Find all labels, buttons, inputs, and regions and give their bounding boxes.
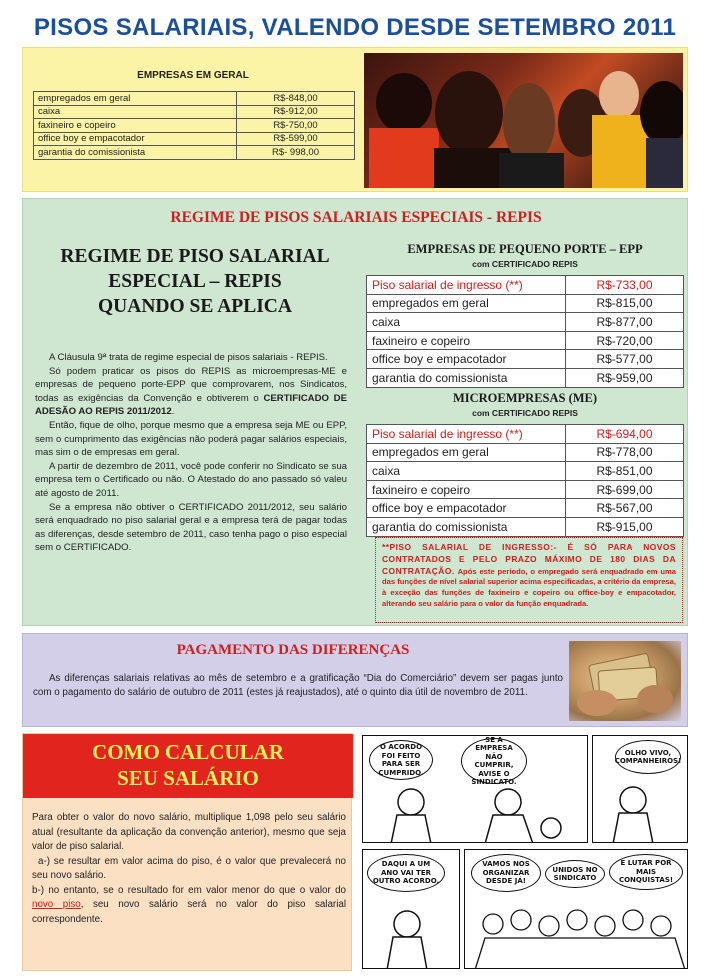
cartoon-character [363, 850, 460, 969]
row-label: faxineiro e copeiro [34, 119, 237, 133]
title-line: SEU SALÁRIO [117, 766, 259, 790]
repis-section [22, 198, 688, 626]
row-label: empregados em geral [34, 92, 237, 106]
pagamento-body: As diferenças salariais relativas ao mês de setembro e a gratificação “Dia do Comerciário” devem ser pagas junto com o pagamento do salário de outubro de 2011 (estes já reajustados), até o quinto dia útil de novembro de 2011. [33, 673, 563, 698]
cartoon-crowd [465, 850, 688, 969]
row-label: garantia do comissionista [34, 146, 237, 160]
cartoon-characters [363, 736, 588, 843]
table-row [367, 294, 684, 313]
speech-bubble: DAQUI A UM ANO VAI TER OUTRO ACORDO. [367, 854, 445, 892]
epp-table [366, 275, 684, 388]
paragraph [32, 884, 346, 928]
ingresso-note [375, 537, 683, 623]
paragraph: A Cláusula 9ª trata de regime especial de pisos salariais - REPIS. [49, 352, 328, 363]
paragraph: A partir de dezembro de 2011, você pode conferir no Sindicato se sua empresa tem o Certificado ou não. O Atestado do ano passado só valeu até agosto de 2011. [35, 460, 347, 499]
people-photo-illustration [364, 53, 683, 188]
table-row [367, 368, 684, 387]
row-value: R$-733,00 [566, 276, 684, 295]
repis-section-title: REGIME DE PISOS SALARIAIS ESPECIAIS - REPIS [170, 209, 542, 226]
row-label: office boy e empacotador [367, 350, 566, 369]
me-table [366, 424, 684, 537]
table-row [367, 499, 684, 518]
row-label: Piso salarial de ingresso (**) [367, 425, 566, 444]
epp-title: EMPRESAS DE PEQUENO PORTE – EPP [407, 242, 643, 256]
cartoon-panel-4 [464, 849, 688, 969]
row-value: R$-720,00 [566, 331, 684, 350]
table-row [367, 462, 684, 481]
pagamento-title: PAGAMENTO DAS DIFERENÇAS [176, 642, 410, 658]
row-label: Piso salarial de ingresso (**) [367, 276, 566, 295]
como-calcular-title [23, 739, 353, 791]
table-row [34, 92, 355, 106]
row-label: empregados em geral [367, 443, 566, 462]
speech-bubble: OLHO VIVO, COMPANHEIROS! [615, 740, 681, 774]
table-row [34, 132, 355, 146]
row-value: R$-699,00 [566, 480, 684, 499]
row-value: R$-599,00 [237, 132, 355, 146]
novo-piso-link[interactable]: novo piso [32, 899, 81, 910]
paragraph-text: Só podem praticar os pisos do REPIS as microempresas-ME e empresas de pequeno porte-EPP que comprovarem, nos Sindicatos, todas as exigências da Convenção e obtiverem o [35, 365, 347, 404]
me-title: MICROEMPRESAS (ME) [452, 391, 598, 405]
speech-bubble: UNIDOS NO SINDICATO [545, 860, 605, 888]
speech-bubble: VAMOS NOS ORGANIZAR DESDE JÁ! [471, 854, 541, 892]
como-calcular-body [32, 811, 346, 927]
como-calcular-section [22, 733, 352, 971]
speech-bubble: SE A EMPRESA NÃO CUMPRIR, AVISE O SINDICATO. [461, 738, 527, 784]
table-row [367, 331, 684, 350]
row-label: office boy e empacotador [34, 132, 237, 146]
table-row [367, 480, 684, 499]
repis-heading [35, 244, 355, 319]
certificate-name: CERTIFICADO DE ADESÃO AO REPIS 2011/2012 [35, 392, 348, 418]
table-row [367, 276, 684, 295]
row-label: caixa [367, 462, 566, 481]
heading-line: REGIME DE PISO SALARIAL [60, 246, 330, 267]
people-photo [364, 53, 683, 188]
paragraph: Só podem praticar os pisos do REPIS as microempresas-ME e empresas de pequeno porte-EPP que comprovarem, nos Sindicatos, todas as exigências da Convenção e obtiverem o CERTIFICADO DE ADESÃO AO REPIS 2011/2012. [35, 365, 348, 418]
paragraph: Se a empresa não obtiver o CERTIFICADO 2011/2012, seu salário será enquadrado no piso salarial geral e a empresa terá de pagar todas as diferenças, desde setembro de 2011, caso tenha pago o piso especial sem o CERTIFICADO. [35, 501, 347, 554]
cartoon-character [593, 736, 688, 843]
table-row [367, 443, 684, 462]
table-row [34, 119, 355, 133]
table-row [34, 105, 355, 119]
me-subtitle: com CERTIFICADO REPIS [472, 408, 578, 418]
cartoon-panel-2 [592, 735, 688, 843]
money-hands-photo [569, 641, 681, 721]
empresas-em-geral-table [33, 91, 355, 160]
paragraph-text: , seu novo salário será no valor do piso salarial correspondente. [32, 899, 346, 925]
row-label: faxineiro e copeiro [367, 480, 566, 499]
pagamento-section [22, 633, 688, 727]
row-value: R$-778,00 [566, 443, 684, 462]
page-title: PISOS SALARIAIS, VALENDO DESDE SETEMBRO 2011 [33, 14, 677, 41]
note-text: Após este período, o empregado será enquadrado em uma das funções de nível salarial superior acima especificadas, a critério da empresa, à exceção das funções de faxineiro e copeiro ou office-boy e empacotador, alterando seu salário para o valor da função enquadrada. [382, 566, 676, 608]
row-label: office boy e empacotador [367, 499, 566, 518]
row-value: R$-848,00 [237, 92, 355, 106]
empresas-em-geral-section [22, 47, 688, 192]
row-label: garantia do comissionista [367, 368, 566, 387]
empresas-em-geral-heading: EMPRESAS EM GERAL [137, 70, 249, 81]
epp-subtitle: com CERTIFICADO REPIS [472, 259, 578, 269]
table-row [367, 517, 684, 536]
heading-line: QUANDO SE APLICA [98, 296, 292, 317]
cartoon-panel-1 [362, 735, 588, 843]
row-value: R$- 998,00 [237, 146, 355, 160]
row-value: R$-750,00 [237, 119, 355, 133]
speech-bubble: E LUTAR POR MAIS CONQUISTAS! [609, 854, 683, 890]
cartoon-strip [360, 733, 690, 971]
row-value: R$-815,00 [566, 294, 684, 313]
money-hands-illustration [569, 641, 681, 721]
paragraph: Então, fique de olho, porque mesmo que a empresa seja ME ou EPP, sem o cumprimento das exigências não poderá pagar salários especiais, mas sim o de empresas em geral. [35, 419, 347, 459]
table-row [367, 350, 684, 369]
speech-bubble: O ACORDO FOI FEITO PARA SER CUMPRIDO. [369, 740, 433, 780]
row-value: R$-567,00 [566, 499, 684, 518]
cartoon-panel-3 [362, 849, 460, 969]
table-row [367, 425, 684, 444]
table-row [34, 146, 355, 160]
row-label: caixa [34, 105, 237, 119]
repis-body-text [35, 351, 347, 555]
row-label: empregados em geral [367, 294, 566, 313]
row-value: R$-877,00 [566, 313, 684, 332]
row-label: garantia do comissionista [367, 517, 566, 536]
paragraph-text: b-) no entanto, se o resultado for em valor menor do que o valor do [32, 884, 346, 896]
paragraph: a-) se resultar em valor acima do piso, é o valor que prevalecerá no seu novo salário. [32, 855, 346, 881]
row-value: R$-959,00 [566, 368, 684, 387]
row-value: R$-912,00 [237, 105, 355, 119]
heading-line: ESPECIAL – REPIS [108, 271, 282, 292]
paragraph: Para obter o valor do novo salário, multiplique 1,098 pelo seu salário atual (resultante da aplicação da convenção anterior), mesmo que seja valor de piso salarial. [32, 812, 346, 852]
table-row [367, 313, 684, 332]
row-value: R$-915,00 [566, 517, 684, 536]
title-line: COMO CALCULAR [92, 740, 284, 764]
row-value: R$-577,00 [566, 350, 684, 369]
note-lead: **PISO SALARIAL DE INGRESSO:- É SÓ PARA NOVOS CONTRATADOS E PELO PRAZO MÁXIMO DE 180 DIAS DA CONTRATAÇÃO. [382, 542, 676, 576]
row-label: caixa [367, 313, 566, 332]
row-value: R$-694,00 [566, 425, 684, 444]
row-value: R$-851,00 [566, 462, 684, 481]
row-label: faxineiro e copeiro [367, 331, 566, 350]
